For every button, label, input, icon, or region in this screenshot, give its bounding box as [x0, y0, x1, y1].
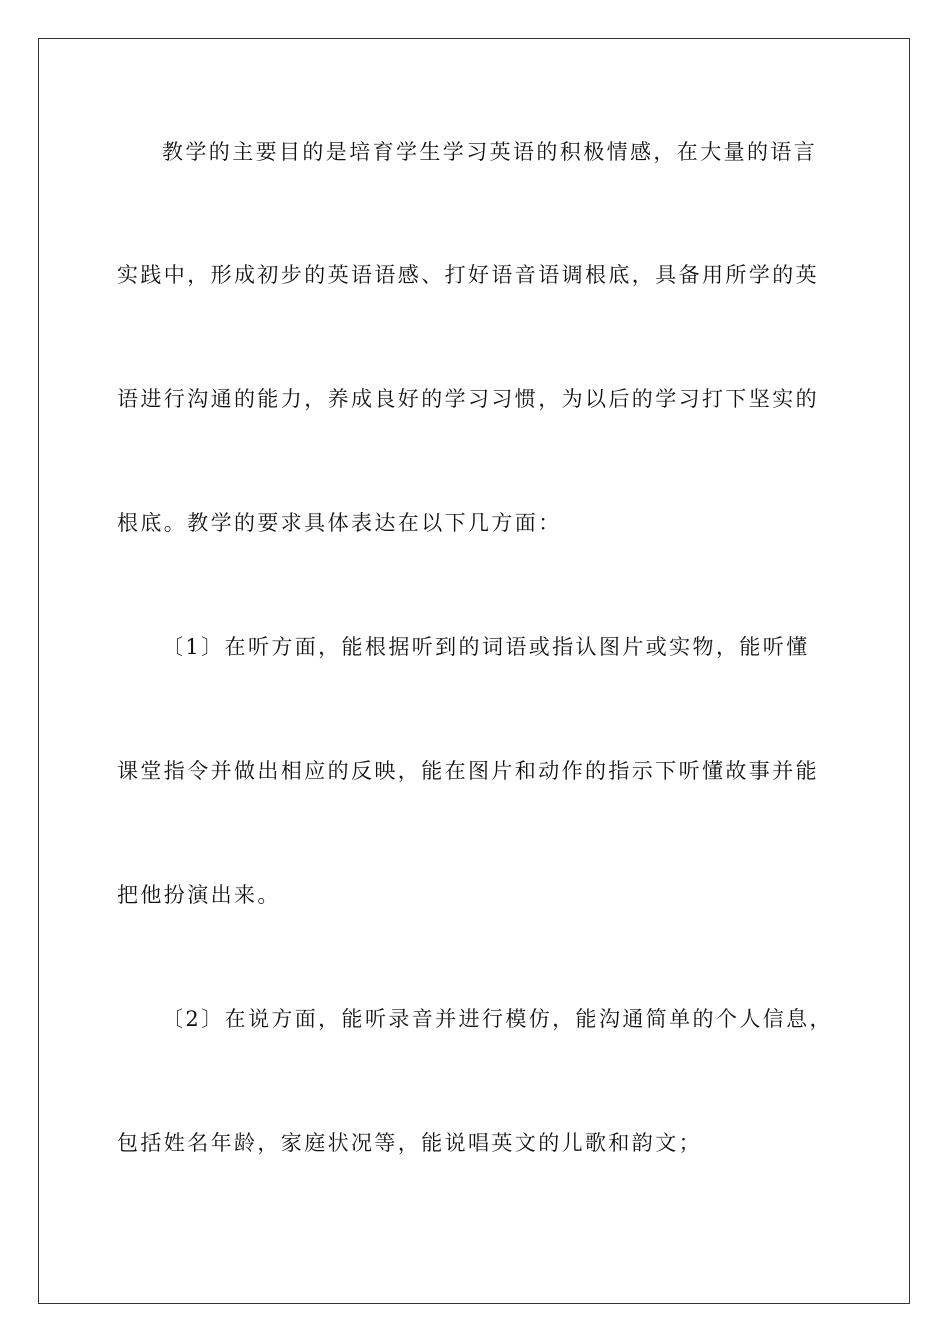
- text-line-8: 〔2〕在说方面，能听录音并进行模仿，能沟通简单的个人信息，: [162, 1007, 833, 1031]
- text-line-4: 根底。教学的要求具体表达在以下几方面：: [117, 511, 562, 535]
- text-line-6: 课堂指令并做出相应的反映，能在图片和动作的指示下听懂故事并能: [117, 759, 819, 783]
- text-line-9: 包括姓名年龄，家庭状况等，能说唱英文的儿歌和韵文；: [117, 1131, 702, 1155]
- text-line-2: 实践中，形成初步的英语语感、打好语音语调根底，具备用所学的英: [117, 263, 819, 287]
- page-border: [38, 38, 910, 1304]
- text-line-5: 〔1〕在听方面，能根据听到的词语或指认图片或实物，能听懂: [162, 635, 810, 659]
- text-line-7: 把他扮演出来。: [117, 883, 281, 907]
- text-line-3: 语进行沟通的能力，养成良好的学习习惯，为以后的学习打下坚实的: [117, 387, 819, 411]
- text-line-1: 教学的主要目的是培育学生学习英语的积极情感，在大量的语言: [162, 140, 818, 164]
